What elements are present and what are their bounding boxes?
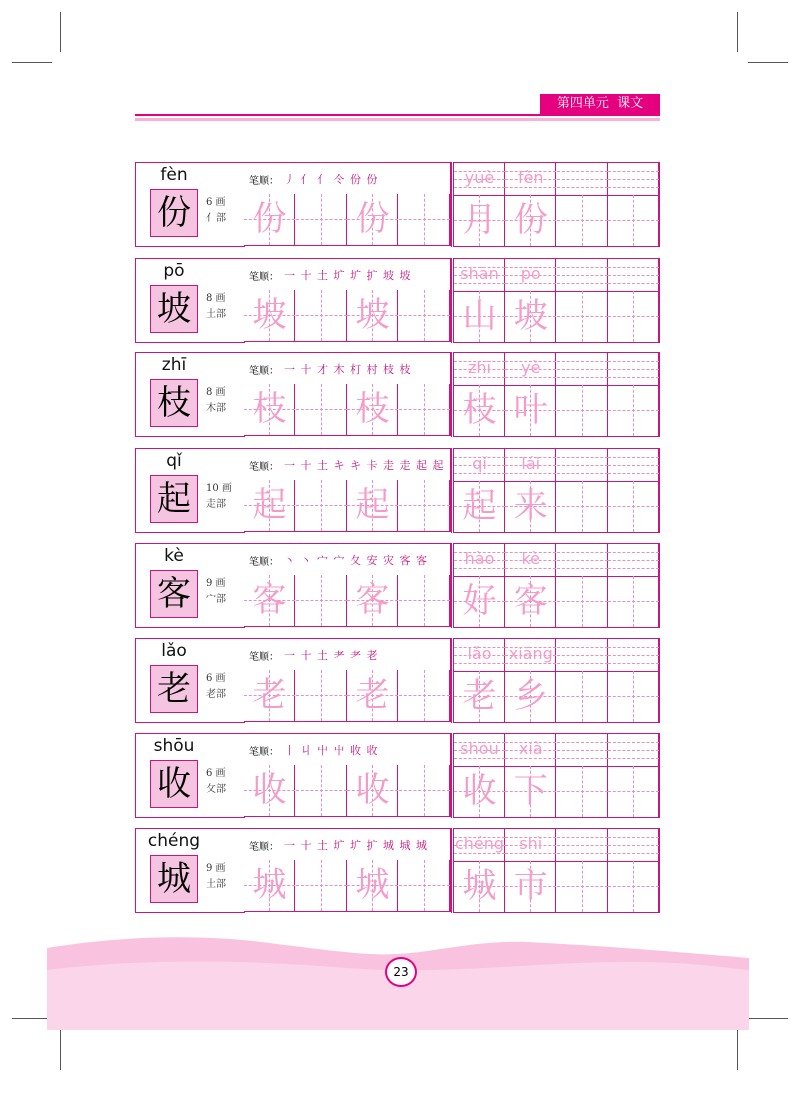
word-writing-cell[interactable] xyxy=(557,291,608,342)
character-row xyxy=(135,828,660,913)
stroke-order-sequence: 一 十 土 キ キ 卡 走 走 起 起 xyxy=(284,459,445,472)
crop-mark xyxy=(748,1018,788,1019)
word-trace-character: 客 xyxy=(513,581,548,621)
word-trace-character: 好 xyxy=(462,581,497,621)
word-practice-grid xyxy=(454,258,660,343)
word-pinyin-row xyxy=(454,829,659,862)
stroke-order-label: 笔顺： xyxy=(249,747,279,758)
pinyin-cell[interactable] xyxy=(454,163,505,195)
pinyin-cell[interactable] xyxy=(608,734,659,766)
pinyin-cell[interactable] xyxy=(454,353,505,385)
word-writing-cell[interactable] xyxy=(505,766,556,817)
stroke-order-sequence: 丨 丩 屮 屮 收 收 xyxy=(284,744,379,757)
pinyin-cell[interactable] xyxy=(454,449,505,481)
pinyin-cell[interactable] xyxy=(608,163,659,195)
trace-character: 起 xyxy=(252,485,287,525)
word-writing-cell[interactable] xyxy=(454,766,505,817)
character-meta xyxy=(206,576,226,608)
word-practice-grid xyxy=(454,828,660,913)
stroke-order xyxy=(244,162,451,196)
writing-cell[interactable] xyxy=(244,194,295,245)
writing-cell[interactable] xyxy=(244,670,295,721)
stroke-order-label: 笔顺： xyxy=(249,842,279,853)
character-meta xyxy=(206,291,226,323)
word-pinyin-row xyxy=(454,259,659,292)
writing-cell[interactable] xyxy=(399,480,450,531)
word-pinyin: lái xyxy=(521,454,541,473)
stroke-order-label: 笔顺： xyxy=(249,462,279,473)
character-info xyxy=(135,162,245,247)
stroke-order-label: 笔顺： xyxy=(249,366,279,377)
word-writing-cell[interactable] xyxy=(454,861,505,912)
word-writing-cell[interactable] xyxy=(608,766,659,817)
word-writing-cell[interactable] xyxy=(557,671,608,722)
word-pinyin-row xyxy=(454,449,659,482)
header-rule-light xyxy=(135,118,660,121)
radical: 老部 xyxy=(206,689,226,700)
radical: 土部 xyxy=(206,879,226,890)
character-row xyxy=(135,352,660,437)
character-practice-grid xyxy=(244,860,451,912)
word-practice-grid xyxy=(454,352,660,437)
trace-character: 老 xyxy=(355,675,390,715)
model-character: 收 xyxy=(150,760,198,808)
model-character: 坡 xyxy=(150,285,198,333)
pinyin-cell[interactable] xyxy=(557,544,608,576)
word-character-row xyxy=(454,291,659,342)
word-trace-character: 月 xyxy=(462,200,497,240)
word-writing-cell[interactable] xyxy=(505,671,556,722)
stroke-order-label: 笔顺： xyxy=(249,557,279,568)
character-pinyin: chéng xyxy=(147,831,201,851)
trace-character: 老 xyxy=(252,675,287,715)
word-practice-grid xyxy=(454,543,660,628)
word-pinyin-row xyxy=(454,163,659,196)
character-info xyxy=(135,638,245,723)
word-pinyin: kè xyxy=(521,549,541,568)
word-writing-cell[interactable] xyxy=(505,576,556,627)
pinyin-cell[interactable] xyxy=(454,829,505,861)
radical: 土部 xyxy=(206,309,226,320)
word-practice-grid xyxy=(454,448,660,533)
stroke-order-sequence: 一 十 土 圹 圹 扩 城 城 城 xyxy=(284,839,428,852)
word-writing-cell[interactable] xyxy=(557,195,608,246)
character-practice-grid xyxy=(244,765,451,817)
pinyin-cell[interactable] xyxy=(505,353,556,385)
trace-character: 枝 xyxy=(355,389,390,429)
pinyin-cell[interactable] xyxy=(505,449,556,481)
word-pinyin: chéng xyxy=(454,834,505,853)
word-trace-character: 山 xyxy=(462,296,497,336)
word-writing-cell[interactable] xyxy=(557,766,608,817)
writing-cell[interactable] xyxy=(296,194,347,245)
word-practice-grid xyxy=(454,162,660,247)
radical: 攵部 xyxy=(206,784,226,795)
word-trace-character: 来 xyxy=(513,486,548,526)
writing-cell[interactable] xyxy=(347,765,398,816)
stroke-count: 9 画 xyxy=(206,863,226,874)
word-pinyin: shōu xyxy=(460,739,499,758)
stroke-count: 10 画 xyxy=(206,483,232,494)
word-writing-cell[interactable] xyxy=(454,195,505,246)
character-meta xyxy=(206,861,226,893)
word-writing-cell[interactable] xyxy=(608,385,659,436)
word-pinyin-row xyxy=(454,353,659,386)
word-trace-character: 下 xyxy=(513,771,548,811)
stroke-count: 6 画 xyxy=(206,673,226,684)
character-meta xyxy=(206,385,226,417)
character-pinyin: lǎo xyxy=(161,641,187,661)
pinyin-cell[interactable] xyxy=(608,449,659,481)
pinyin-cell[interactable] xyxy=(608,639,659,671)
word-practice-grid xyxy=(454,638,660,723)
model-character: 客 xyxy=(150,570,198,618)
character-info xyxy=(135,258,245,343)
crop-mark xyxy=(12,62,52,63)
word-pinyin: qǐ xyxy=(472,454,487,473)
word-pinyin: yuè xyxy=(464,168,495,187)
unit-header-tag xyxy=(540,94,660,114)
pinyin-cell[interactable] xyxy=(505,544,556,576)
writing-cell[interactable] xyxy=(399,194,450,245)
word-writing-cell[interactable] xyxy=(454,481,505,532)
character-pinyin: kè xyxy=(164,546,184,566)
page-number: 23 xyxy=(385,957,417,987)
word-character-row xyxy=(454,481,659,532)
character-practice-grid xyxy=(244,575,451,627)
stroke-order-sequence: 丶 丶 宀 宀 夂 安 灾 客 客 xyxy=(284,554,428,567)
stroke-order-label: 笔顺： xyxy=(249,652,279,663)
word-writing-cell[interactable] xyxy=(608,861,659,912)
pinyin-cell[interactable] xyxy=(454,259,505,291)
stroke-order xyxy=(244,258,451,292)
character-practice-grid xyxy=(244,384,451,436)
pinyin-cell[interactable] xyxy=(557,353,608,385)
character-practice-grid xyxy=(244,194,451,246)
word-pinyin: shān xyxy=(460,264,499,283)
word-writing-cell[interactable] xyxy=(608,576,659,627)
stroke-order-sequence: 一 十 土 耂 耂 老 xyxy=(284,649,379,662)
writing-cell[interactable] xyxy=(296,575,347,626)
word-writing-cell[interactable] xyxy=(505,481,556,532)
writing-cell[interactable] xyxy=(296,480,347,531)
pinyin-cell[interactable] xyxy=(505,639,556,671)
section-label: 课文 xyxy=(617,96,644,111)
pinyin-cell[interactable] xyxy=(505,829,556,861)
character-meta xyxy=(206,195,226,227)
word-character-row xyxy=(454,385,659,436)
stroke-order xyxy=(244,638,451,672)
writing-cell[interactable] xyxy=(347,860,398,911)
word-pinyin: lǎo xyxy=(467,644,492,663)
word-pinyin: fèn xyxy=(517,168,544,187)
word-pinyin: xià xyxy=(518,739,543,758)
writing-cell[interactable] xyxy=(347,194,398,245)
word-writing-cell[interactable] xyxy=(454,576,505,627)
header-rule xyxy=(135,114,660,116)
character-practice-grid xyxy=(244,480,451,532)
character-row xyxy=(135,162,660,247)
trace-character: 客 xyxy=(355,580,390,620)
word-writing-cell[interactable] xyxy=(505,195,556,246)
character-info xyxy=(135,828,245,913)
trace-character: 收 xyxy=(355,770,390,810)
character-pinyin: zhī xyxy=(161,355,187,375)
pinyin-cell[interactable] xyxy=(557,734,608,766)
pinyin-cell[interactable] xyxy=(454,639,505,671)
character-meta xyxy=(206,481,232,513)
character-pinyin: fèn xyxy=(160,165,188,185)
crop-mark xyxy=(737,1030,738,1070)
model-character: 起 xyxy=(150,475,198,523)
pinyin-cell[interactable] xyxy=(505,163,556,195)
character-info xyxy=(135,352,245,437)
trace-character: 坡 xyxy=(355,295,390,335)
character-info xyxy=(135,733,245,818)
stroke-order-sequence: 一 十 才 木 朾 村 枝 枝 xyxy=(284,363,412,376)
writing-cell[interactable] xyxy=(296,670,347,721)
stroke-order xyxy=(244,733,451,767)
writing-cell[interactable] xyxy=(244,384,295,435)
word-writing-cell[interactable] xyxy=(505,291,556,342)
word-trace-character: 枝 xyxy=(462,390,497,430)
word-character-row xyxy=(454,576,659,627)
writing-cell[interactable] xyxy=(347,670,398,721)
trace-character: 份 xyxy=(252,199,287,239)
crop-mark xyxy=(60,12,61,52)
writing-cell[interactable] xyxy=(244,860,295,911)
character-row xyxy=(135,258,660,343)
word-pinyin-row xyxy=(454,734,659,767)
trace-character: 起 xyxy=(355,485,390,525)
word-writing-cell[interactable] xyxy=(454,291,505,342)
word-writing-cell[interactable] xyxy=(557,481,608,532)
character-info xyxy=(135,448,245,533)
word-practice-grid xyxy=(454,733,660,818)
pinyin-cell[interactable] xyxy=(557,163,608,195)
word-trace-character: 乡 xyxy=(513,676,548,716)
trace-character: 收 xyxy=(252,770,287,810)
radical: 走部 xyxy=(206,499,226,510)
word-pinyin: yè xyxy=(521,358,541,377)
word-pinyin: hào xyxy=(464,549,495,568)
writing-cell[interactable] xyxy=(399,765,450,816)
stroke-order-label: 笔顺： xyxy=(249,176,279,187)
character-pinyin: qǐ xyxy=(166,451,182,471)
pinyin-cell[interactable] xyxy=(557,829,608,861)
word-writing-cell[interactable] xyxy=(454,385,505,436)
stroke-count: 6 画 xyxy=(206,768,226,779)
character-pinyin: pō xyxy=(163,261,185,281)
stroke-order xyxy=(244,352,451,386)
word-trace-character: 老 xyxy=(462,676,497,716)
stroke-order-label: 笔顺： xyxy=(249,272,279,283)
writing-cell[interactable] xyxy=(399,670,450,721)
word-pinyin-row xyxy=(454,544,659,577)
character-meta xyxy=(206,671,226,703)
character-meta xyxy=(206,766,226,798)
word-trace-character: 市 xyxy=(513,866,548,906)
stroke-order xyxy=(244,543,451,577)
writing-cell[interactable] xyxy=(399,860,450,911)
radical: 宀部 xyxy=(206,594,226,605)
word-trace-character: 起 xyxy=(462,486,497,526)
word-writing-cell[interactable] xyxy=(608,195,659,246)
writing-cell[interactable] xyxy=(244,765,295,816)
trace-character: 份 xyxy=(355,199,390,239)
character-practice-grid xyxy=(244,290,451,342)
word-pinyin: xiāng xyxy=(508,644,553,663)
word-pinyin: zhī xyxy=(468,358,491,377)
writing-cell[interactable] xyxy=(347,384,398,435)
word-writing-cell[interactable] xyxy=(557,861,608,912)
stroke-count: 8 画 xyxy=(206,293,226,304)
word-pinyin: shì xyxy=(519,834,543,853)
crop-mark xyxy=(737,12,738,52)
word-writing-cell[interactable] xyxy=(454,671,505,722)
character-row xyxy=(135,448,660,533)
pinyin-cell[interactable] xyxy=(608,353,659,385)
pinyin-cell[interactable] xyxy=(557,449,608,481)
trace-character: 枝 xyxy=(252,389,287,429)
writing-cell[interactable] xyxy=(347,480,398,531)
pinyin-cell[interactable] xyxy=(557,639,608,671)
writing-cell[interactable] xyxy=(244,480,295,531)
stroke-order xyxy=(244,448,451,482)
word-writing-cell[interactable] xyxy=(557,385,608,436)
pinyin-cell[interactable] xyxy=(608,259,659,291)
trace-character: 坡 xyxy=(252,295,287,335)
character-pinyin: shōu xyxy=(153,736,195,756)
writing-cell[interactable] xyxy=(399,575,450,626)
crop-mark xyxy=(748,62,788,63)
writing-cell[interactable] xyxy=(296,860,347,911)
stroke-order-sequence: 丿 亻 亻 仒 份 份 xyxy=(284,173,379,186)
word-trace-character: 城 xyxy=(462,866,497,906)
pinyin-cell[interactable] xyxy=(608,544,659,576)
trace-character: 客 xyxy=(252,580,287,620)
pinyin-cell[interactable] xyxy=(505,259,556,291)
trace-character: 城 xyxy=(252,865,287,905)
pinyin-cell[interactable] xyxy=(454,734,505,766)
character-row xyxy=(135,638,660,723)
word-character-row xyxy=(454,766,659,817)
stroke-order xyxy=(244,828,451,862)
model-character: 份 xyxy=(150,189,198,237)
word-trace-character: 份 xyxy=(513,200,548,240)
character-practice-grid xyxy=(244,670,451,722)
model-character: 老 xyxy=(150,665,198,713)
word-pinyin: pō xyxy=(520,264,541,283)
unit-label: 第四单元 xyxy=(556,96,609,111)
writing-cell[interactable] xyxy=(296,765,347,816)
model-character: 城 xyxy=(150,855,198,903)
word-writing-cell[interactable] xyxy=(608,671,659,722)
word-character-row xyxy=(454,861,659,912)
word-trace-character: 叶 xyxy=(513,390,548,430)
word-character-row xyxy=(454,671,659,722)
stroke-count: 9 画 xyxy=(206,578,226,589)
stroke-order-sequence: 一 十 土 圹 圹 扩 坡 坡 xyxy=(284,269,412,282)
model-character: 枝 xyxy=(150,379,198,427)
writing-cell[interactable] xyxy=(244,290,295,341)
writing-cell[interactable] xyxy=(296,290,347,341)
word-writing-cell[interactable] xyxy=(505,861,556,912)
word-pinyin-row xyxy=(454,639,659,672)
word-writing-cell[interactable] xyxy=(608,291,659,342)
stroke-count: 6 画 xyxy=(206,197,226,208)
writing-cell[interactable] xyxy=(399,290,450,341)
radical: 木部 xyxy=(206,403,226,414)
pinyin-cell[interactable] xyxy=(608,829,659,861)
writing-cell[interactable] xyxy=(347,290,398,341)
pinyin-cell[interactable] xyxy=(505,734,556,766)
trace-character: 城 xyxy=(355,865,390,905)
word-writing-cell[interactable] xyxy=(557,576,608,627)
character-info xyxy=(135,543,245,628)
crop-mark xyxy=(60,1030,61,1070)
word-writing-cell[interactable] xyxy=(608,481,659,532)
character-row xyxy=(135,733,660,818)
crop-mark xyxy=(12,1018,52,1019)
character-row xyxy=(135,543,660,628)
writing-cell[interactable] xyxy=(347,575,398,626)
pinyin-cell[interactable] xyxy=(454,544,505,576)
word-trace-character: 坡 xyxy=(513,296,548,336)
word-trace-character: 收 xyxy=(462,771,497,811)
word-character-row xyxy=(454,195,659,246)
pinyin-cell[interactable] xyxy=(557,259,608,291)
writing-cell[interactable] xyxy=(296,384,347,435)
stroke-count: 8 画 xyxy=(206,387,226,398)
radical: 亻部 xyxy=(206,213,226,224)
writing-cell[interactable] xyxy=(244,575,295,626)
word-writing-cell[interactable] xyxy=(505,385,556,436)
writing-cell[interactable] xyxy=(399,384,450,435)
